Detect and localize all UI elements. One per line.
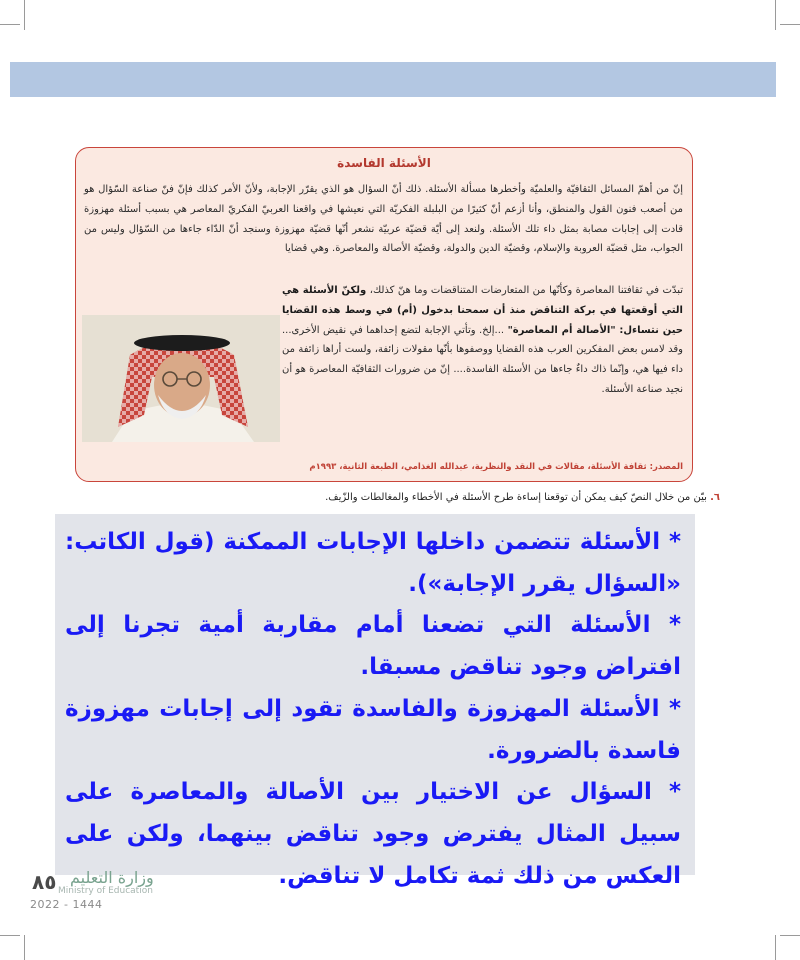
ministry-name-en: Ministry of Education — [58, 886, 153, 896]
crop-mark — [24, 935, 25, 960]
reading-paragraph-1: إنّ من أهمّ المسائل الثقافيّة والعلميّة وأخطرها مسألة الأسئلة. ذلك أنّ السؤال هو الذي يقرّر الإجابة، ولأنّ الأمر كذلك فإنّ فنّ صناعة السّؤال هو من أصعب فنون القول والمنطق، وأنا أزعم أنّ كثيرًا من البلبلة الفكريّة التي نعيشها في واقعنا العربيّ الفكريّ المعاصر هي بسبب أسئلة مهزوزة قادت إلى إجابات مصابة بمثل داء تلك الأسئلة. ولنعد إلى أيّة قضيّة عربيّة نشعر أنّها قضيّة مهزوزة وسنجد أنّ الدّاء جاءها من السّؤال وليس من الجواب، مثل قضيّة العروبة والإسلام، وقضيّة الدين والدولة، وقضيّة الأصالة والمعاصرة. وهي قضايا — [84, 184, 683, 255]
reading-paragraph-2 — [282, 281, 683, 400]
crop-mark — [24, 0, 25, 30]
paragraph-2-bold: ولكنّ الأسئلة هي التي أوقعتها في بركة التناقض منذ أن سمحنا بدخول (أم) في وسط هذه القضايا حين نتساءل: "الأصالة أم المعاصرة" — [282, 285, 683, 336]
author-portrait-illustration — [82, 315, 280, 442]
answer-line: * الأسئلة تتضمن داخلها الإجابات الممكنة (قول الكاتب: «السؤال يقرر الإجابة»). — [65, 529, 681, 597]
crop-mark — [0, 24, 20, 25]
edition-year: 2022 - 1444 — [30, 898, 103, 911]
ministry-logo — [30, 868, 160, 914]
crop-mark — [775, 0, 776, 30]
paragraph-2-end: ...إلخ. وتأتي الإجابة لتضع إحداهما في نقيض الأخرى... وقد لامس بعض المفكرين العرب هذه القضايا ووصفوها بأنّها مقولات زائفة، ولست أراها زائفة من داء فيها هي، وإنّما ذاك داءٌ جاءها من الأسئلة الفاسدة.... إنّ من ضرورات الثقافيّة المعاصرة هو أن نجيد صناعة الأسئلة. — [282, 324, 683, 395]
reading-source: المصدر: ثقافة الأسئلة، مقالات في النقد والنظرية، عبدالله الغذامي، الطبعة الثانية، ١٩٩٣م — [309, 462, 683, 472]
header-band — [10, 62, 776, 97]
crop-mark — [0, 935, 20, 936]
crop-mark — [780, 24, 800, 25]
ministry-name-ar: وزارة التعليم — [70, 868, 154, 887]
answer-line: * الأسئلة التي تضعنا أمام مقاربة أمية تجرنا إلى افتراض وجود تناقض مسبقا. — [65, 612, 681, 681]
question-number: ٦. — [710, 492, 720, 503]
crop-mark — [775, 935, 776, 960]
paragraph-2-start: تبدّت في ثقافتنا المعاصرة وكأنّها من المتعارضات المتناقضات وما هنّ كذلك، — [366, 285, 683, 296]
answer-text — [55, 514, 695, 897]
crop-mark — [780, 935, 800, 936]
answer-line: * السؤال عن الاختيار بين الأصالة والمعاصرة على سبيل المثال يفترض وجود تناقض بينهما، ولكن على العكس من ذلك ثمة تكامل لا تناقض. — [65, 779, 681, 889]
answer-line: * الأسئلة المهزوزة والفاسدة تقود إلى إجابات مهزوزة فاسدة بالضرورة. — [65, 695, 681, 764]
reading-title: الأسئلة الفاسدة — [337, 156, 431, 170]
question-text: بيّن من خلال النصّ كيف يمكن أن توقعنا إساءة طرح الأسئلة في الأخطاء والمغالطات والزّيف. — [325, 492, 707, 503]
question-6 — [130, 492, 720, 503]
author-photo — [82, 315, 280, 442]
reading-box — [75, 147, 693, 482]
page-number: ٨٥ — [32, 870, 57, 894]
